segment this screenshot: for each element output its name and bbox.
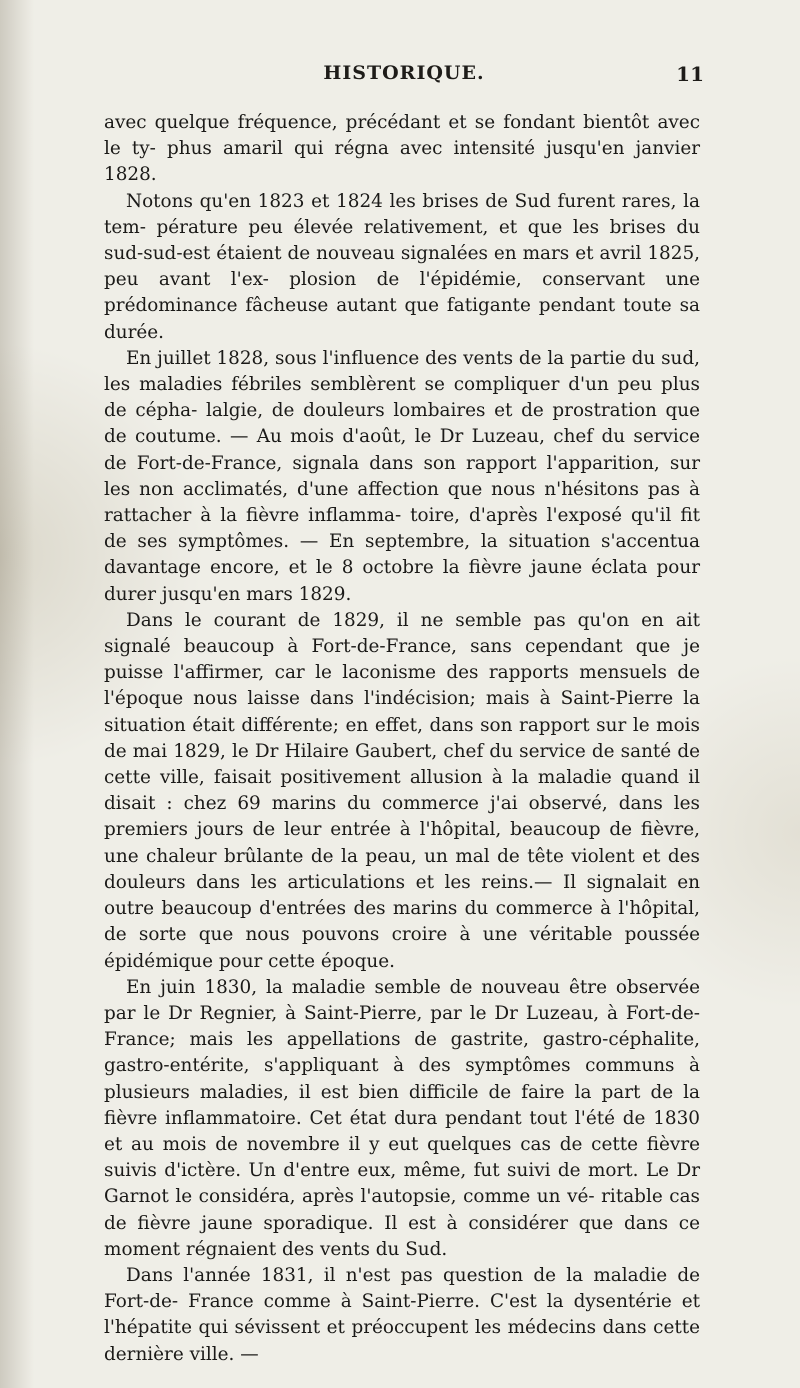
paragraph-3: En juillet 1828, sous l'influence des vents de la partie du sud, les maladies fébriles semblèrent se compliquer d'un peu plus de cépha- lalgie, de douleurs lombaires et de prostration que de coutume. — Au mois d'août, le Dr Luzeau, chef du service de Fort-de-France, signala dans son rapport l'apparition, sur les non acclimatés, d'une affection que nous n'hésitons pas à rattacher à la fièvre inflamma- toire, d'après l'exposé qu'il fit de ses symptômes. — En septembre, la situation s'accentua davantage encore, et le 8 octobre la fièvre jaune éclata pour durer jusqu'en mars 1829. <box>104 347 700 605</box>
paragraph-1: avec quelque fréquence, précédant et se fondant bientôt avec le ty- phus amaril qui régna avec intensité jusqu'en janvier 1828. <box>104 112 700 186</box>
paragraph-4: Dans le courant de 1829, il ne semble pas qu'on en ait signalé beaucoup à Fort-de-France, sans cependant que je puisse l'affirmer, car le laconisme des rapports mensuels de l'époque nous laisse dans l'indécision; mais à Saint-Pierre la situation était différente; en effet, dans son rapport sur le mois de mai 1829, le Dr Hilaire Gaubert, chef du service de santé de cette ville, faisait positivement allusion à la maladie quand il disait : chez 69 marins du commerce j'ai observé, dans les premiers jours de leur entrée à l'hôpital, beaucoup de fièvre, une chaleur brûlante de la peau, un mal de tête violent et des douleurs dans les articulations et les reins.— Il signalait en outre beaucoup d'entrées des marins du commerce à l'hôpital, de sorte que nous pouvons croire à une véritable poussée épidémique pour cette époque. <box>104 609 700 972</box>
paragraph-2: Notons qu'en 1823 et 1824 les brises de Sud furent rares, la tem- pérature peu élevée relativement, et que les brises du sud-sud-est étaient de nouveau signalées en mars et avril 1825, peu avant l'ex- plosion de l'épidémie, conservant une prédominance fâcheuse autant que fatigante pendant toute sa durée. <box>104 190 700 343</box>
running-title: HISTORIQUE. <box>323 62 485 84</box>
page-number: 11 <box>676 62 704 86</box>
paragraph-6: Dans l'année 1831, il n'est pas question de la maladie de Fort-de- France comme à Saint-Pierre. C'est la dysentérie et l'hépatite qui sévissent et préoccupent les médecins dans cette dernière ville. — <box>104 1264 700 1365</box>
body-text <box>104 110 700 1368</box>
page-header <box>104 62 704 92</box>
paragraph-5: En juin 1830, la maladie semble de nouveau être observée par le Dr Regnier, à Saint-Pierre, par le Dr Luzeau, à Fort-de-France; mais les appellations de gastrite, gastro-céphalite, gastro-entérite, s'appliquant à des symptômes communs à plusieurs maladies, il est bien difficile de faire la part de la fièvre inflammatoire. Cet état dura pendant tout l'été de 1830 et au mois de novembre il y eut quelques cas de cette fièvre suivis d'ictère. Un d'entre eux, même, fut suivi de mort. Le Dr Garnot le considéra, après l'autopsie, comme un vé- ritable cas de fièvre jaune sporadique. Il est à considérer que dans ce moment régnaient des vents du Sud. <box>104 976 700 1260</box>
page-shadow-edge <box>0 0 34 1388</box>
